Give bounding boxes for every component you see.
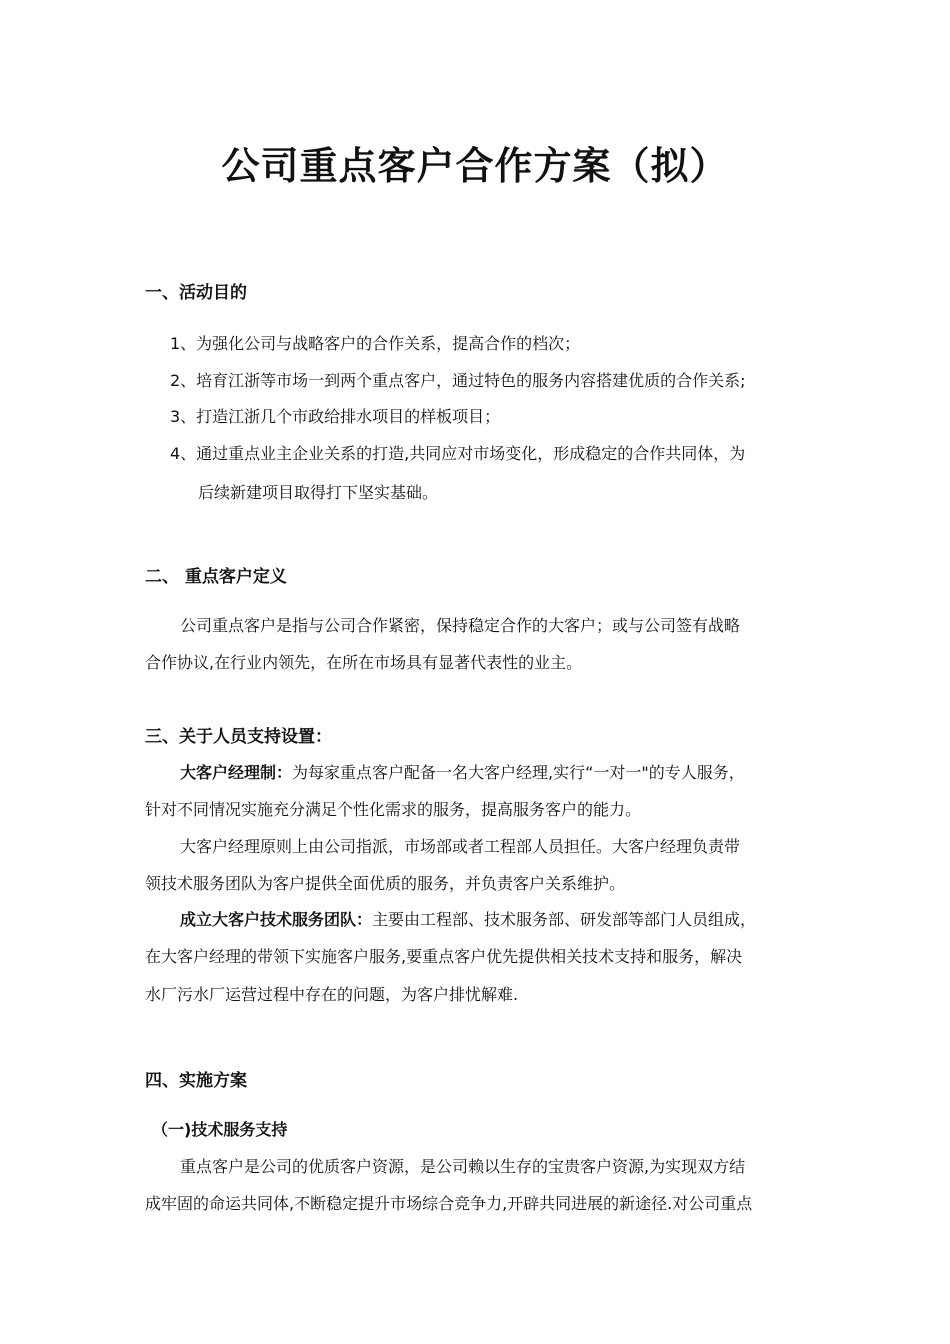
- subsection-heading: （一)技术服务支持: [152, 1120, 288, 1139]
- paragraph-text: 为每家重点客户配备一名大客户经理,实行“一对一"的专人服务，: [292, 763, 745, 782]
- paragraph-line: 针对不同情况实施充分满足个性化需求的服务，提高服务客户的能力。: [145, 800, 642, 819]
- paragraph-line: 公司重点客户是指与公司合作紧密，保持稳定合作的大客户；或与公司签有战略: [180, 616, 741, 635]
- paragraph-line: 成牢固的命运共同体,不断稳定提升市场综合竞争力,开辟共同进展的新途径.对公司重点: [145, 1194, 753, 1213]
- paragraph-line: 重点客户是公司的优质客户资源，是公司赖以生存的宝贵客户资源,为实现双方结: [180, 1157, 746, 1176]
- page-title: 公司重点客户合作方案（拟）: [221, 144, 729, 188]
- list-item: 2、培育江浙等市场一到两个重点客户，通过特色的服务内容搭建优质的合作关系;: [170, 371, 746, 390]
- section-3-heading: 三、关于人员支持设置：: [145, 727, 332, 747]
- bold-term: 成立大客户技术服务团队：: [180, 910, 373, 929]
- list-item-continuation: 后续新建项目取得打下坚实基础。: [198, 483, 439, 502]
- paragraph-line: 领技术服务团队为客户提供全面优质的服务，并负责客户关系维护。: [145, 874, 626, 893]
- list-item: 4、通过重点业主企业关系的打造,共同应对市场变化，形成稳定的合作共同体，为: [170, 444, 746, 463]
- section-4-heading: 四、实施方案: [145, 1071, 247, 1091]
- paragraph-line: 大客户经理原则上由公司指派，市场部或者工程部人员担任。大客户经理负责带: [180, 837, 741, 856]
- paragraph-text: 主要由工程部、技术服务部、研发部等部门人员组成，: [372, 910, 757, 929]
- paragraph-line: 水厂污水厂运营过程中存在的问题，为客户排忧解难.: [145, 985, 519, 1004]
- section-1-heading: 一、活动目的: [145, 283, 247, 303]
- list-item: 3、打造江浙几个市政给排水项目的样板项目；: [170, 407, 501, 426]
- paragraph-line: 合作协议,在行业内领先，在所在市场具有显著代表性的业主。: [145, 653, 583, 672]
- paragraph-line: 在大客户经理的带领下实施客户服务,要重点客户优先提供相关技术支持和服务，解决: [145, 947, 743, 966]
- section-2-heading: 二、 重点客户定义: [145, 567, 287, 587]
- list-item: 1、为强化公司与战略客户的合作关系，提高合作的档次；: [170, 334, 581, 353]
- paragraph-line: [180, 761, 745, 785]
- bold-term: 大客户经理制：: [180, 763, 293, 782]
- paragraph-line: [180, 908, 756, 932]
